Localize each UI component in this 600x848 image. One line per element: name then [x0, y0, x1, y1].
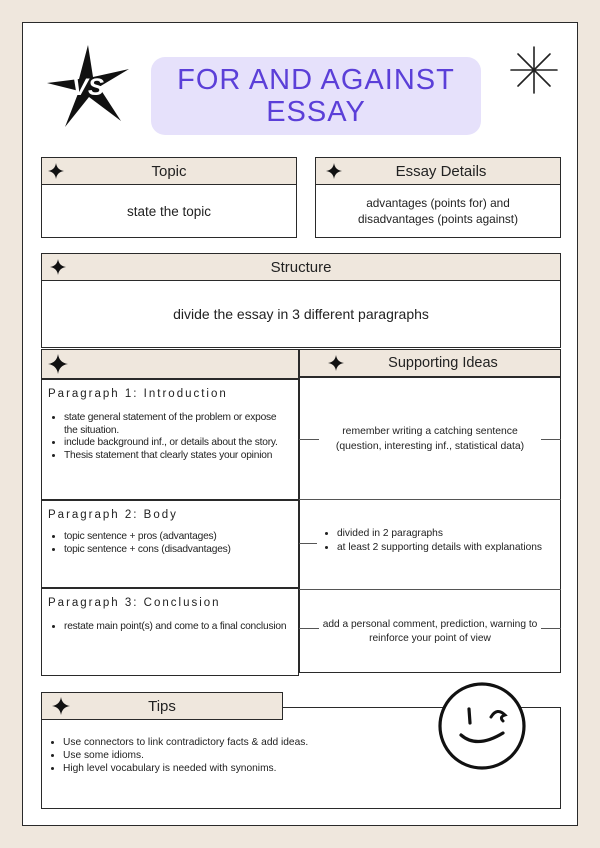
details-text: advantages (points for) and disadvantages (points against)	[357, 196, 518, 226]
paragraph-3-list	[48, 621, 292, 634]
list-item: • include background inf., or details about the story.	[64, 437, 292, 450]
paragraph-3-box	[41, 588, 299, 676]
four-point-star-icon	[48, 163, 64, 179]
tips-header	[41, 692, 283, 720]
connector-line	[299, 543, 317, 544]
sparkle-icon	[509, 45, 559, 95]
list-item: • Use connectors to link contradictory facts & add ideas.	[63, 736, 487, 749]
four-point-star-icon	[52, 697, 70, 715]
list-item: • state general statement of the problem or expose the situation.	[64, 412, 292, 437]
support-intro	[319, 419, 541, 459]
paragraph-2-box	[41, 500, 299, 588]
topic-box	[41, 184, 297, 238]
connector-line	[541, 439, 561, 440]
paragraph-1-list	[48, 412, 292, 462]
structure-header	[41, 253, 561, 281]
four-point-star-icon	[48, 354, 68, 374]
topic-header	[41, 157, 297, 185]
list-item: • at least 2 supporting details with explanations	[337, 541, 553, 555]
title-line-2: ESSAY	[266, 96, 366, 128]
tips-content	[47, 736, 487, 775]
four-point-star-icon	[50, 259, 66, 275]
vs-starburst-icon	[45, 43, 131, 129]
connector-line	[299, 439, 319, 440]
title-line-1: FOR AND AGAINST	[177, 64, 455, 96]
connector-line	[299, 628, 319, 629]
worksheet-page	[22, 22, 578, 826]
support-conclusion	[319, 615, 541, 649]
paragraphs-header	[41, 349, 299, 379]
supporting-header-label: Supporting Ideas	[388, 355, 498, 371]
details-header-label: Essay Details	[395, 162, 487, 180]
four-point-star-icon	[328, 355, 344, 371]
structure-header-label: Structure	[270, 258, 332, 276]
list-item: • topic sentence + pros (advantages)	[64, 531, 292, 544]
tips-list	[47, 736, 487, 775]
tips-header-label: Tips	[148, 697, 176, 715]
connector-line	[541, 628, 561, 629]
divider	[299, 589, 561, 590]
paragraph-2-list	[48, 531, 292, 556]
paragraph-2-title: Paragraph 2: Body	[48, 509, 178, 521]
list-item: • divided in 2 paragraphs	[337, 527, 553, 541]
paragraph-3-title: Paragraph 3: Conclusion	[48, 597, 221, 609]
list-item: • topic sentence + cons (disadvantages)	[64, 544, 292, 557]
topic-text: state the topic	[126, 203, 212, 219]
page-title	[151, 57, 481, 135]
list-item: • High level vocabulary is needed with synonims.	[63, 762, 487, 775]
paragraph-1-box	[41, 379, 299, 500]
support-conclusion-text: add a personal comment, prediction, warning to reinforce your point of view	[322, 619, 538, 644]
structure-box	[41, 280, 561, 348]
support-body	[301, 527, 553, 561]
support-intro-text: remember writing a catching sentence (question, interesting inf., statistical data)	[335, 426, 525, 452]
details-box	[315, 184, 561, 238]
paragraph-1-title: Paragraph 1: Introduction	[48, 388, 228, 400]
list-item: • restate main point(s) and come to a final conclusion	[64, 621, 292, 634]
list-item: • Thesis statement that clearly states your opinion	[64, 450, 292, 463]
structure-text: divide the essay in 3 different paragraphs	[173, 306, 429, 322]
topic-header-label: Topic	[151, 162, 187, 180]
supporting-header	[299, 349, 561, 377]
details-header	[315, 157, 561, 185]
winking-smiley-icon	[433, 677, 531, 775]
vs-logo-text: VS	[71, 74, 105, 101]
divider	[299, 499, 561, 500]
support-body-list	[301, 527, 553, 555]
list-item: • Use some idioms.	[63, 749, 487, 762]
four-point-star-icon	[326, 163, 342, 179]
